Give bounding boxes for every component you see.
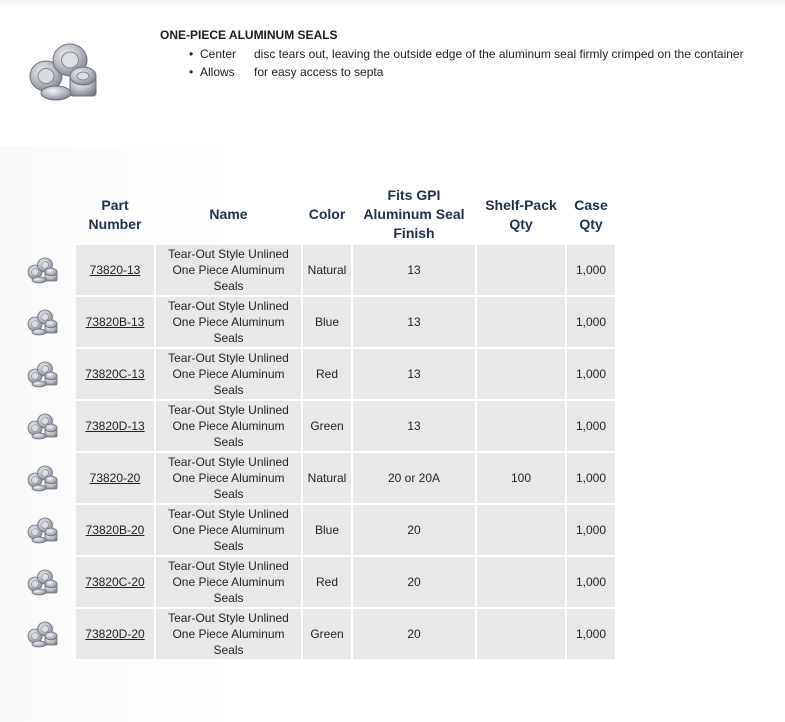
shelf-pack-cell xyxy=(477,349,565,399)
product-table xyxy=(12,184,617,661)
table-row xyxy=(14,609,615,659)
part-number-cell xyxy=(76,297,154,347)
feature-text: for easy access to septa xyxy=(254,65,384,79)
case-qty-header: Case Qty xyxy=(574,196,608,232)
thumbnail-cell xyxy=(14,609,74,659)
color-cell: Green xyxy=(303,609,351,659)
shelf-pack-cell: 100 xyxy=(477,453,565,503)
fits-cell: 13 xyxy=(353,297,475,347)
name-cell: Tear-Out Style Unlined One Piece Aluminum Seals xyxy=(156,245,301,295)
case-qty-cell: 1,000 xyxy=(567,557,615,607)
fits-cell: 13 xyxy=(353,245,475,295)
fits-cell: 13 xyxy=(353,401,475,451)
name-cell: Tear-Out Style Unlined One Piece Aluminum Seals xyxy=(156,401,301,451)
color-cell: Natural xyxy=(303,245,351,295)
part-number-cell xyxy=(76,401,154,451)
thumbnail-cell xyxy=(14,453,74,503)
part-number-cell xyxy=(76,453,154,503)
name-cell: Tear-Out Style Unlined One Piece Aluminum Seals xyxy=(156,453,301,503)
fits-cell: 20 or 20A xyxy=(353,453,475,503)
product-heading: ONE-PIECE ALUMINUM SEALS xyxy=(160,28,338,42)
color-header: Color xyxy=(308,206,346,222)
fits-cell: 13 xyxy=(353,349,475,399)
aluminum-seals-product-photo xyxy=(26,38,106,102)
part-number-link[interactable]: 73820-13 xyxy=(89,263,141,277)
table-header-row xyxy=(14,186,615,243)
feature-lead: Center xyxy=(200,47,237,61)
case-qty-cell: 1,000 xyxy=(567,297,615,347)
table-body xyxy=(14,245,615,659)
case-qty-cell: 1,000 xyxy=(567,349,615,399)
feature-bullet xyxy=(160,63,780,81)
fits-cell: 20 xyxy=(353,505,475,555)
part-number-cell xyxy=(76,557,154,607)
table-row xyxy=(14,401,615,451)
part-number-link[interactable]: 73820-20 xyxy=(89,471,141,485)
aluminum-seal-thumbnail-icon[interactable] xyxy=(26,256,62,284)
thumbnail-cell xyxy=(14,245,74,295)
name-cell: Tear-Out Style Unlined One Piece Aluminum Seals xyxy=(156,297,301,347)
part-number-link[interactable]: 73820B-20 xyxy=(85,523,145,537)
case-qty-cell: 1,000 xyxy=(567,609,615,659)
shelf-pack-cell xyxy=(477,557,565,607)
part-number-link[interactable]: 73820B-13 xyxy=(85,315,145,329)
fits-finish-header: Fits GPI Aluminum Seal Finish xyxy=(363,187,465,241)
table-row xyxy=(14,505,615,555)
part-number-header: Part Number xyxy=(88,196,142,232)
shelf-pack-cell xyxy=(477,505,565,555)
case-qty-cell: 1,000 xyxy=(567,453,615,503)
fits-cell: 20 xyxy=(353,557,475,607)
name-cell: Tear-Out Style Unlined One Piece Aluminum Seals xyxy=(156,505,301,555)
feature-lead: Allows xyxy=(200,65,235,79)
color-cell: Red xyxy=(303,557,351,607)
aluminum-seal-thumbnail-icon[interactable] xyxy=(26,620,62,648)
aluminum-seal-thumbnail-icon[interactable] xyxy=(26,360,62,388)
part-number-cell xyxy=(76,349,154,399)
color-cell: Blue xyxy=(303,297,351,347)
table-row xyxy=(14,557,615,607)
thumbnail-cell xyxy=(14,297,74,347)
thumbnail-cell xyxy=(14,505,74,555)
case-qty-cell: 1,000 xyxy=(567,401,615,451)
shelf-pack-header: Shelf-Pack Qty xyxy=(485,196,557,232)
shelf-pack-cell xyxy=(477,245,565,295)
feature-list xyxy=(160,45,780,81)
case-qty-cell: 1,000 xyxy=(567,245,615,295)
product-table-area xyxy=(0,146,785,722)
table-row xyxy=(14,349,615,399)
part-number-cell xyxy=(76,245,154,295)
table-row xyxy=(14,453,615,503)
thumbnail-cell xyxy=(14,557,74,607)
part-number-cell xyxy=(76,609,154,659)
name-cell: Tear-Out Style Unlined One Piece Aluminum Seals xyxy=(156,557,301,607)
aluminum-seal-thumbnail-icon[interactable] xyxy=(26,568,62,596)
name-cell: Tear-Out Style Unlined One Piece Aluminum Seals xyxy=(156,609,301,659)
part-number-link[interactable]: 73820D-20 xyxy=(85,627,145,641)
fits-cell: 20 xyxy=(353,609,475,659)
aluminum-seal-thumbnail-icon[interactable] xyxy=(26,516,62,544)
color-cell: Natural xyxy=(303,453,351,503)
product-intro xyxy=(160,28,780,81)
feature-text: disc tears out, leaving the outside edge of the aluminum seal firmly crimped on the container xyxy=(254,47,744,61)
case-qty-cell: 1,000 xyxy=(567,505,615,555)
aluminum-seal-thumbnail-icon[interactable] xyxy=(26,412,62,440)
shelf-pack-cell xyxy=(477,297,565,347)
color-cell: Green xyxy=(303,401,351,451)
name-header: Name xyxy=(209,206,248,222)
image-column-header xyxy=(14,186,74,243)
top-strip xyxy=(0,0,785,8)
table-row xyxy=(14,297,615,347)
shelf-pack-cell xyxy=(477,401,565,451)
aluminum-seal-thumbnail-icon[interactable] xyxy=(26,308,62,336)
color-cell: Blue xyxy=(303,505,351,555)
part-number-link[interactable]: 73820D-13 xyxy=(85,419,145,433)
part-number-cell xyxy=(76,505,154,555)
shelf-pack-cell xyxy=(477,609,565,659)
table-row xyxy=(14,245,615,295)
feature-bullet xyxy=(160,45,780,63)
part-number-link[interactable]: 73820C-13 xyxy=(85,367,145,381)
color-cell: Red xyxy=(303,349,351,399)
part-number-link[interactable]: 73820C-20 xyxy=(85,575,145,589)
name-cell: Tear-Out Style Unlined One Piece Aluminum Seals xyxy=(156,349,301,399)
thumbnail-cell xyxy=(14,401,74,451)
thumbnail-cell xyxy=(14,349,74,399)
aluminum-seal-thumbnail-icon[interactable] xyxy=(26,464,62,492)
